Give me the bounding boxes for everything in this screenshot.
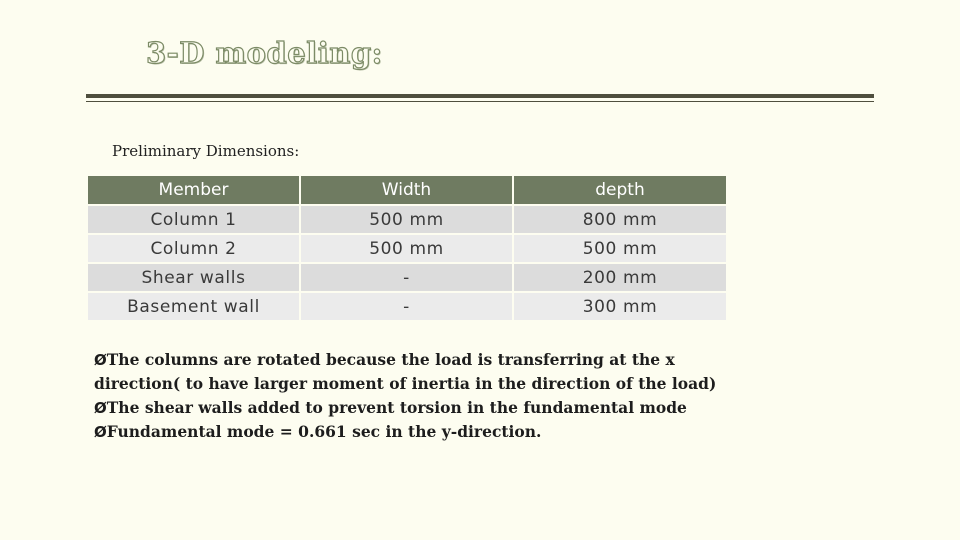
notes-list: [94, 348, 734, 444]
header-depth: depth: [513, 175, 727, 205]
header-width: Width: [300, 175, 513, 205]
arrow-bullet-icon: Ø: [94, 423, 107, 441]
header-member: Member: [87, 175, 300, 205]
cell-depth: 500 mm: [513, 234, 727, 263]
cell-depth: 800 mm: [513, 205, 727, 234]
cell-member: Shear walls: [87, 263, 300, 292]
cell-depth: 200 mm: [513, 263, 727, 292]
note-text: The columns are rotated because the load is transferring at the x direction( to have larger moment of inertia in the direction of the load): [94, 350, 717, 393]
cell-width: 500 mm: [300, 205, 513, 234]
table-caption: Preliminary Dimensions:: [112, 142, 300, 160]
note-item: [94, 348, 734, 396]
title-rule-thin: [86, 101, 874, 102]
cell-width: -: [300, 263, 513, 292]
table-row: [87, 205, 727, 234]
slide-title: 3-D modeling:: [146, 36, 383, 70]
cell-member: Column 1: [87, 205, 300, 234]
note-text: Fundamental mode = 0.661 sec in the y-direction.: [106, 422, 542, 441]
note-item: [94, 396, 734, 420]
table-header-row: [87, 175, 727, 205]
table-row: [87, 263, 727, 292]
cell-member: Column 2: [87, 234, 300, 263]
arrow-bullet-icon: Ø: [94, 399, 107, 417]
note-text: The shear walls added to prevent torsion in the fundamental mode: [106, 398, 687, 417]
table-row: [87, 234, 727, 263]
cell-width: 500 mm: [300, 234, 513, 263]
cell-member: Basement wall: [87, 292, 300, 321]
cell-width: -: [300, 292, 513, 321]
dimensions-table: [86, 174, 728, 322]
arrow-bullet-icon: Ø: [94, 351, 107, 369]
cell-depth: 300 mm: [513, 292, 727, 321]
table-row: [87, 292, 727, 321]
note-item: [94, 420, 734, 444]
title-rule-thick: [86, 94, 874, 98]
